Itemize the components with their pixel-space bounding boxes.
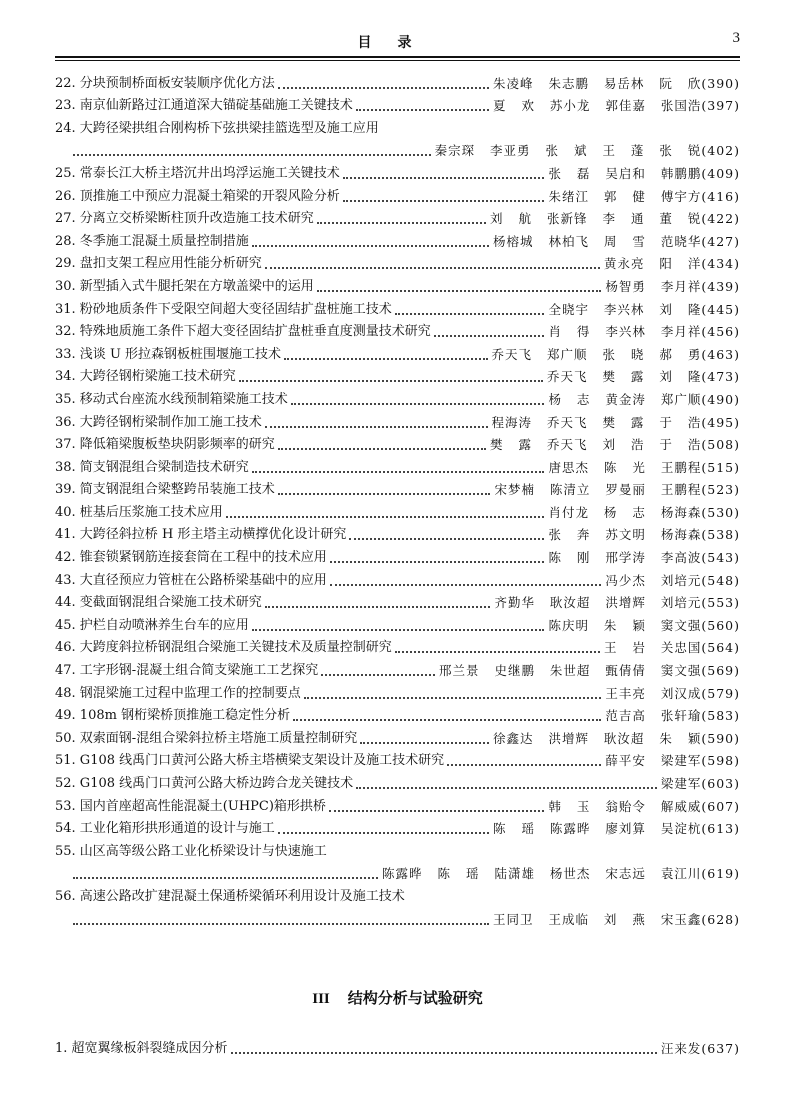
section-toc-list [55, 1035, 740, 1058]
leader-dots [317, 218, 486, 224]
entry-title: 53. 国内首座超高性能混凝土(UHPC)箱形拱桥 [55, 798, 326, 814]
toc-entry[interactable] [55, 273, 740, 296]
toc-entry[interactable] [55, 861, 740, 884]
entry-title: 23. 南京仙新路过江通道深大锚碇基础施工关键技术 [55, 98, 353, 114]
entry-title: 27. 分离立交桥梁断柱顶升改造施工技术研究 [55, 211, 314, 227]
entry-authors-page: 汪来发(637) [660, 1040, 740, 1056]
toc-entry[interactable] [55, 341, 740, 364]
toc-entry[interactable] [55, 883, 740, 906]
toc-entry[interactable] [55, 183, 740, 206]
entry-title: 42. 锥套锁紧钢筋连接套筒在工程中的技术应用 [55, 550, 327, 566]
leader-dots [330, 557, 545, 563]
entry-authors-page: 梁建军(603) [660, 776, 740, 791]
toc-entry[interactable] [55, 725, 740, 748]
entry-title: 31. 粉砂地质条件下受限空间超大变径固结扩盘桩施工技术 [55, 301, 392, 317]
leader-dots [278, 489, 491, 495]
leader-dots [278, 83, 489, 89]
entry-authors-page: 朱绪江 郭 健 傅宇方(416) [548, 188, 740, 204]
entry-authors-page: 韩 玉 翁贻令 解威威(607) [548, 798, 740, 814]
leader-dots [293, 715, 601, 721]
toc-entry[interactable] [55, 319, 740, 342]
leader-dots [252, 467, 545, 473]
entry-authors-page: 朱凌峰 朱志鹏 易岳林 阮 欣(390) [492, 75, 740, 91]
toc-entry[interactable] [55, 544, 740, 567]
entry-authors-page: 宋梦楠 陈清立 罗曼丽 王鹏程(523) [494, 482, 740, 498]
toc-entry[interactable] [55, 477, 740, 500]
section-number: III [312, 991, 330, 1007]
toc-entry[interactable] [55, 386, 740, 409]
toc-entry[interactable] [55, 838, 740, 861]
entry-title: 34. 大跨径钢桁梁施工技术研究 [55, 369, 236, 385]
running-title: 目录 [357, 35, 438, 51]
entry-title: 22. 分块预制桥面板安装顺序优化方法 [55, 75, 275, 91]
leader-dots [284, 354, 487, 360]
entry-title: 40. 桩基后压浆施工技术应用 [55, 504, 223, 520]
entry-title: 1. 超宽翼缘板斜裂缝成因分析 [55, 1040, 228, 1056]
leader-dots [343, 173, 545, 179]
leader-dots [278, 828, 489, 834]
leader-dots [265, 602, 491, 608]
entry-title: 46. 大跨度斜拉桥钢混组合梁施工关键技术及质量控制研究 [55, 640, 392, 656]
entry-authors-page: 杨 志 黄金涛 郑广顺(490) [548, 391, 740, 407]
leader-dots [265, 422, 488, 428]
entry-title: 29. 盘扣支架工程应用性能分析研究 [55, 256, 262, 272]
toc-entry[interactable] [55, 680, 740, 703]
leader-dots [343, 196, 545, 202]
entry-title: 37. 降低箱梁腹板垫块阴影频率的研究 [55, 437, 275, 453]
entry-title: 24. 大跨径梁拱组合刚构桥下弦拱梁挂篮选型及施工应用 [55, 120, 379, 136]
leader-dots [329, 806, 545, 812]
entry-authors-page: 王丰亮 刘汉成(579) [605, 685, 740, 701]
entry-authors-page: 陈 瑶 陈露晔 廖刘算 吴淀杭(613) [492, 821, 740, 837]
entry-title: 33. 浅谈 U 形拉森钢板桩围堰施工技术 [55, 346, 282, 362]
leader-dots [330, 580, 602, 586]
toc-entry[interactable] [55, 432, 740, 455]
leader-dots [356, 783, 657, 789]
entry-authors-page: 邢兰景 史继鹏 朱世超 甄倩倩 窦文强(569) [438, 663, 740, 679]
toc-entry[interactable] [55, 93, 740, 116]
toc-entry[interactable] [55, 770, 740, 793]
entry-authors-page: 张 磊 吴启和 韩鹏鹏(409) [548, 165, 740, 181]
toc-entry[interactable] [55, 1035, 740, 1058]
leader-dots [291, 399, 545, 405]
entry-title: 35. 移动式台座流水线预制箱梁施工技术 [55, 391, 288, 407]
toc-entry[interactable] [55, 635, 740, 658]
header-rule-thick [55, 56, 740, 58]
entry-title: 26. 顶推施工中预应力混凝土箱梁的开裂风险分析 [55, 188, 340, 204]
entry-title: 45. 护栏自动喷淋养生台车的应用 [55, 617, 249, 633]
entry-authors-page: 杨智勇 李月祥(439) [605, 278, 740, 294]
toc-entry[interactable] [55, 703, 740, 726]
toc-entry[interactable] [55, 454, 740, 477]
entry-title: 50. 双索面钢-混组合梁斜拉桥主塔施工质量控制研究 [55, 730, 358, 746]
entry-authors-page: 樊 露 乔天飞 刘 浩 于 浩(508) [490, 437, 740, 453]
entry-authors-page: 张 奔 苏文明 杨海森(538) [548, 527, 740, 543]
entry-title: 32. 特殊地质施工条件下超大变径固结扩盘桩垂直度测量技术研究 [55, 324, 431, 340]
leader-dots [73, 150, 431, 156]
leader-dots [73, 873, 378, 879]
toc-entry[interactable] [55, 296, 740, 319]
leader-dots [395, 309, 545, 315]
toc-entry[interactable] [55, 206, 740, 229]
entry-title: 55. 山区高等级公路工业化桥梁设计与快速施工 [55, 843, 327, 859]
entry-title: 38. 简支钢混组合梁制造技术研究 [55, 459, 249, 475]
entry-title: 51. G108 线禹门口黄河公路大桥主塔横梁支架设计及施工技术研究 [55, 753, 445, 769]
entry-authors-page: 徐鑫达 洪增辉 耿汝超 朱 颖(590) [492, 730, 740, 746]
leader-dots [360, 738, 489, 744]
entry-authors-page: 肖 得 李兴林 李月祥(456) [548, 324, 740, 340]
entry-title: 56. 高速公路改扩建混凝土保通桥梁循环利用设计及施工技术 [55, 888, 405, 904]
entry-authors-page: 陈 刚 邢学涛 李高波(543) [548, 550, 740, 566]
entry-title: 48. 钢混梁施工过程中监理工作的控制要点 [55, 685, 301, 701]
entry-title: 47. 工字形钢-混凝土组合简支梁施工工艺探究 [55, 663, 319, 679]
leader-dots [252, 241, 489, 247]
toc-entry[interactable] [55, 160, 740, 183]
entry-title: 44. 变截面钢混组合梁施工技术研究 [55, 595, 262, 611]
toc-entry[interactable] [55, 657, 740, 680]
entry-title: 43. 大直径预应力管桩在公路桥梁基础中的应用 [55, 572, 327, 588]
entry-authors-page: 乔天飞 郑广顺 张 晓 郝 勇(463) [491, 346, 740, 362]
entry-authors-page: 王同卫 王成临 刘 燕 宋玉鑫(628) [492, 911, 740, 927]
leader-dots [278, 444, 486, 450]
section-heading [55, 987, 740, 1008]
entry-authors-page: 全晓宇 李兴林 刘 隆(445) [548, 301, 740, 317]
entry-authors-page: 范吉高 张轩瑜(583) [605, 708, 740, 724]
header-rule-thin [55, 60, 740, 61]
entry-authors-page: 陈露晔 陈 瑶 陆潇雄 杨世杰 宋志远 袁江川(619) [382, 866, 740, 882]
toc-entry[interactable] [55, 522, 740, 545]
entry-authors-page: 王 岩 关忠国(564) [603, 640, 740, 656]
leader-dots [226, 512, 545, 518]
section-title: 结构分析与试验研究 [347, 989, 483, 1007]
toc-entry[interactable] [55, 228, 740, 251]
entry-title: 41. 大跨径斜拉桥 H 形主塔主动横撑优化设计研究 [55, 527, 347, 543]
entry-authors-page: 程海涛 乔天飞 樊 露 于 浩(495) [491, 414, 740, 430]
leader-dots [434, 331, 545, 337]
leader-dots [252, 625, 545, 631]
entry-authors-page: 冯少杰 刘培元(548) [605, 572, 740, 588]
entry-authors-page: 肖付龙 杨 志 杨海森(530) [548, 504, 740, 520]
entry-title: 36. 大跨径钢桁梁制作加工施工技术 [55, 414, 262, 430]
entry-authors-page: 乔天飞 樊 露 刘 隆(473) [546, 369, 740, 385]
leader-dots [321, 670, 435, 676]
toc-entry[interactable] [55, 251, 740, 274]
entry-title: 52. G108 线禹门口黄河公路大桥边跨合龙关键技术 [55, 776, 354, 791]
toc-entry[interactable] [55, 409, 740, 432]
entry-authors-page: 陈庆明 朱 颖 窦文强(560) [548, 617, 740, 633]
toc-entry[interactable] [55, 115, 740, 138]
leader-dots [231, 1048, 657, 1054]
toc-entry[interactable] [55, 499, 740, 522]
entry-title: 54. 工业化箱形拱形通道的设计与施工 [55, 821, 275, 837]
leader-dots [239, 376, 543, 382]
page-number: 3 [732, 30, 740, 46]
toc-list [55, 70, 740, 929]
leader-dots [349, 534, 544, 540]
leader-dots [447, 760, 601, 766]
toc-entry[interactable] [55, 138, 740, 161]
entry-authors-page: 刘 航 张新锋 李 通 董 锐(422) [490, 211, 740, 227]
toc-entry[interactable] [55, 364, 740, 387]
entry-authors-page: 齐勤华 耿汝超 洪增辉 刘培元(553) [494, 595, 740, 611]
entry-authors-page: 杨榕城 林柏飞 周 雪 范晓华(427) [492, 233, 740, 249]
entry-authors-page: 唐思杰 陈 光 王鹏程(515) [548, 459, 740, 475]
entry-title: 30. 新型插入式牛腿托架在方墩盖梁中的运用 [55, 278, 314, 294]
entry-authors-page: 黄永亮 阳 洋(434) [603, 256, 740, 272]
entry-title: 28. 冬季施工混凝土质量控制措施 [55, 233, 249, 249]
toc-entry[interactable] [55, 590, 740, 613]
leader-dots [356, 105, 489, 111]
toc-entry[interactable] [55, 612, 740, 635]
entry-authors-page: 夏 欢 苏小龙 郭佳嘉 张国浩(397) [492, 98, 740, 114]
toc-entry[interactable] [55, 748, 740, 771]
entry-authors-page: 薛平安 梁建军(598) [605, 753, 740, 769]
entry-title: 49. 108m 钢桁梁桥顶推施工稳定性分析 [55, 708, 291, 724]
entry-title: 39. 简支钢混组合梁整跨吊装施工技术 [55, 482, 275, 498]
entry-title: 25. 常泰长江大桥主塔沉井出坞浮运施工关键技术 [55, 165, 340, 181]
leader-dots [395, 647, 600, 653]
leader-dots [304, 693, 602, 699]
toc-entry[interactable] [55, 70, 740, 93]
leader-dots [317, 286, 602, 292]
toc-entry[interactable] [55, 567, 740, 590]
entry-authors-page: 秦宗琛 李亚勇 张 斌 王 蓬 张 锐(402) [434, 143, 740, 159]
leader-dots [73, 919, 489, 925]
toc-entry[interactable] [55, 816, 740, 839]
page-header [55, 32, 740, 56]
toc-entry[interactable] [55, 906, 740, 929]
leader-dots [265, 263, 600, 269]
toc-entry[interactable] [55, 793, 740, 816]
